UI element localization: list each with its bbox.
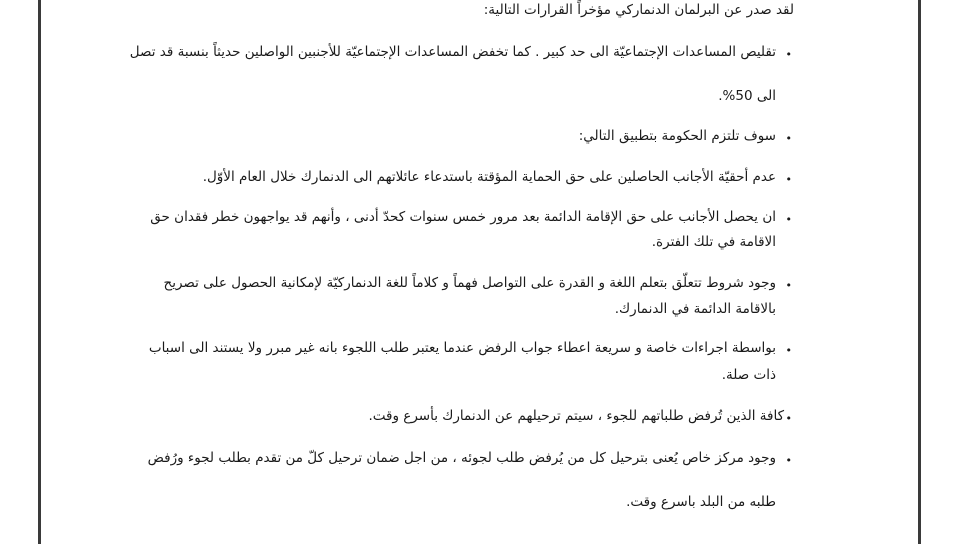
bullet-marker: • [785,279,792,292]
list-item-4-line-1: ان يحصل الأجانب على حق الإقامة الدائمة بعد مرور خمس سنوات كحدّ أدنى ، وأنهم قد يواجهون خطر فقدان حق [150,209,776,225]
list-item-2-line-1: سوف تلتزم الحكومة بتطبيق التالي: [578,128,776,144]
list-item-3-line-1: عدم أحقيّة الأجانب الحاصلين على حق الحماية المؤقتة باستدعاء عائلاتهم الى الدنمارك خلال العام الأوّل. [202,169,776,185]
list-item-1-line-2: الى 50%. [718,88,776,104]
list-item-8-line-1: وجود مركز خاص يُعنى بترحيل كل من يُرفض طلب لجوئه ، من اجل ضمان ترحيل كلّ من تقدم بطلب لجوء ورُفض [147,450,776,466]
list-item-5-line-2: بالاقامة الدائمة في الدنمارك. [614,301,776,317]
list-item-6-line-1: بواسطة اجراءات خاصة و سريعة اعطاء جواب الرفض عندما يعتبر طلب اللجوء بانه غير مبرر ولا يستند الى اسباب [148,340,776,356]
list-item-6-line-2: ذات صلة. [721,367,776,383]
bullet-marker: • [785,213,792,226]
bullet-marker: • [785,344,792,357]
bullet-marker: • [785,454,792,467]
bullet-marker: • [785,132,792,145]
list-item-5-line-1: وجود شروط تتعلّق بتعلم اللغة و القدرة على التواصل فهماً و كلاماً للغة الدنماركيّة لإمكانية الحصول على تصريح [163,275,776,291]
bullet-marker: • [785,412,792,425]
bullet-marker: • [785,173,792,186]
bullet-marker: • [785,48,792,61]
list-item-8-line-2: طلبه من البلد باسرع وقت. [626,494,776,510]
list-item-4-line-2: الاقامة في تلك الفترة. [651,234,776,250]
list-item-7-line-1: كافة الذين تُرفض طلباتهم للجوء ، سيتم ترحيلهم عن الدنمارك بأسرع وقت. [368,408,784,424]
list-item-1-line-1: تقليص المساعدات الإجتماعيّة الى حد كبير . كما تخفض المساعدات الإجتماعيّة للأجنبين الواصلين حديثاً بنسبة قد تصل [129,44,776,60]
intro-text: لقد صدر عن البرلمان الدنماركي مؤخراً القرارات التالية: [483,2,794,18]
